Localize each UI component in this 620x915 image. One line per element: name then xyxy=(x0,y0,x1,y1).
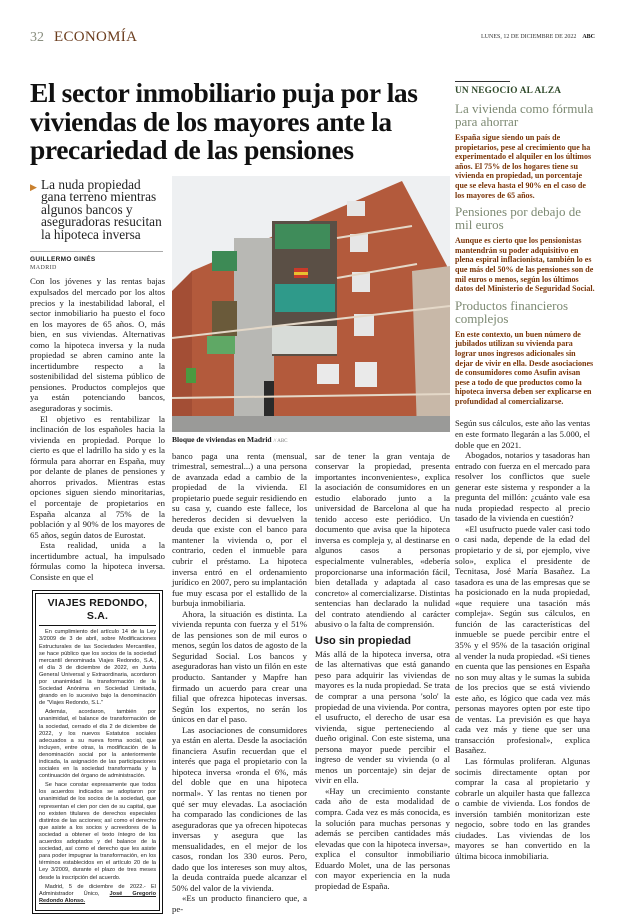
sidebar-title: La vivienda como fórmula para ahorrar xyxy=(455,101,594,129)
triangle-bullet-icon: ▶ xyxy=(30,181,37,192)
legal-notice-ad xyxy=(32,590,163,914)
ad-signoff-text: Madrid, 5 de diciembre de 2022.- El Administrador Único, xyxy=(39,883,156,897)
photo-caption xyxy=(172,435,450,447)
dateline: LUNES, 12 DE DICIEMBRE DE 2022 xyxy=(480,34,577,40)
paragraph: Abogados, notarios y tasadoras han entrado con fuerza en el mercado para resolver los conflictos que suele generar este sistema y responder a la pregunta del millón: ¿cuánto vale esa nuda propiedad respecto al precio tasado de la vivienda en cuestión? xyxy=(455,450,590,524)
ad-paragraph: En cumplimiento del artículo 14 de la Ley 3/2009 de 3 de abril, sobre Modificaciones Estructurales de las Sociedades Mercantiles, se hace público que los socios de la sociedad mercantil denominada Viajes Redondo, S.A., el día 3 de diciembre de 2022, en Junta General Universal y Extraordinaria, acordaron por unanimidad la transformación de la Sociedad Anónima en Sociedad Limitada, girando en lo sucesivo bajo la denominación de "Viajes Redondo, S.L." xyxy=(39,629,156,707)
paragraph: Las fórmulas proliferan. Algunas socimis directamente optan por comprar la casa al propietario y cobrarle un alquiler hasta que fallezca o cambie de vivienda. Los fondos de inversión también monitorizan este negocio, sobre todo en las grandes ciudades. Las viviendas de los mayores se han convertido en la última bicoca inmobiliaria. xyxy=(455,755,590,861)
subheadline xyxy=(30,176,165,242)
article-column-3 xyxy=(315,451,450,915)
paragraph: Esta realidad, unida a la incertidumbre actual, ha impulsado fórmulas como la hipoteca inversa. Consiste en que el xyxy=(30,540,165,582)
middle-columns xyxy=(172,451,450,915)
ad-title: VIAJES REDONDO, S.A. xyxy=(39,597,156,626)
masthead-right xyxy=(470,34,595,40)
byline-author: GUILLERMO GINÉS xyxy=(30,256,96,264)
divider xyxy=(30,251,163,252)
subsection-heading: Uso sin propiedad xyxy=(315,634,411,647)
article-column-2 xyxy=(172,451,307,915)
sidebar-title: Productos financieros complejos xyxy=(455,297,569,326)
ad-signatory: José Gregorio Redondo Alonso. xyxy=(39,890,156,904)
sidebar-body: En este contexto, un buen número de jubilados utilizan su vivienda para lograr unos ingresos adicionales sin dejar de vivir en ella. Desde asociaciones de consumidores como Asufin avisan pese a todo de que productos como la hipoteca inversa deben ser explicarse en profundidad al comercializarse. xyxy=(455,329,594,406)
paragraph: sar de tener la gran ventaja de conservar la propiedad, presenta importantes inconvenientes», explica la asociación de consumidores en un estudio elaborado junto a la universidad de Barcelona al que ha tenido acceso este periódico. Un documento que avisa que la hipoteca inversa es compleja y, al destinarse en algunos casos a personas especialmente vulnerables, «debería proporcionarse una información fácil, bien detallada y adaptada al caso concreto» al comercializarse. Distintas sentencias han declarado la nulidad del contrato atendiendo al carácter abusivo o la falta de comprensión. xyxy=(315,450,450,630)
paragraph: «Es un producto financiero que, a pe- xyxy=(172,893,307,915)
ad-signoff xyxy=(39,884,156,905)
headline: El sector inmobiliario puja por las viviendas de los mayores ante la precariedad de las pensiones xyxy=(30,77,418,165)
main-article xyxy=(30,79,450,915)
paragraph: Más allá de la hipoteca inversa, otra de las alternativas que está ganando peso para adquirir las viviendas de mayores es la nuda propiedad. Se trata de comprar a una persona 'solo' la propiedad de una vivienda. Por contra, el usufructo, el derecho de usar esa vivienda, sigue perteneciendo al dueño original. Con este sistema, una persona mayor puede percibir el ingreso de vender su vivienda (o al menos un porcentaje) sin dejar de vivir en ella. xyxy=(315,648,450,786)
sidebar-title: Pensiones por debajo de mil euros xyxy=(455,204,582,233)
subheadline-text: La nuda propiedad gana terreno mientras algunos bancos y aseguradoras resucitan la hipoteca inversa xyxy=(41,176,162,242)
sidebar-body: Aunque es cierto que los pensionistas mantendrán su poder adquisitivo en plena espiral inflacionista, también lo es que más del 50% de las pensiones son de mil euros o menos, según los últimos datos del Ministerio de Seguridad Social. xyxy=(455,236,595,294)
caption-text: Bloque de viviendas en Madrid xyxy=(172,434,272,444)
paragraph: El objetivo es rentabilizar la inclinación de los españoles hacia la vivienda en propiedad. Porque lo cierto es que el ladrillo ha sido y es la fórmula para ahorrar en España, muy por delante de planes de pensiones y ahorros privados. Mientras estas opciones siguen siendo minoritarias, el porcentaje de propietarios en España alcanza al 75% de la población y al 90% de los mayores de 65 años, según datos de Eurostat. xyxy=(30,413,165,540)
building-photo xyxy=(172,176,450,432)
section-title: ECONOMÍA xyxy=(54,29,138,45)
paragraph: «El usufructo puede valer casi todo o casi nada, depende de la edad del propietario y de si, por ejemplo, vive solo», explica el presidente de Tecnitasa, José María Basañez. La tasadora es una de las empresas que se ha posicionado en la nuda propiedad, «que requiere una tasación más compleja». Según sus cálculos, en función de las características del inmueble se puede percibir entre el 35% y el 95% de la tasación original al vender la nuda propiedad. «Si tienes en cuenta que las pensiones en España no son muy altas y le sumas la subida de los precios que se está viviendo este año, es lógico que cada vez más personas mayores opten por este tipo de ventas. La previsión es que haya cada vez más y tiene que ser una transacción profesional», explica Basañez. xyxy=(455,523,590,756)
photo-credit: // ABC xyxy=(273,438,288,444)
paragraph: Las asociaciones de consumidores ya están en alerta. Desde la asociación financiera Asufin recuerdan que el interés que paga el propietario con la hipoteca inversa «ronda el 6%, más del doble que en una hipoteca normal». Y las rentas no tienen por qué ser muy elevadas. La asociación ha comparado las condiciones de las aseguradoras que ya ofrecen hipotecas inversas y asegura que las mensualidades, en el mejor de los casos, rondan los 330 euros. Pero, dado que los intereses son muy altos, la deuda contraída puede alcanzar el 50% del valor de la vivienda. xyxy=(172,724,307,893)
page-number: 32 xyxy=(30,30,44,45)
paragraph: Ahora, la situación es distinta. La vivienda repunta con fuerza y el 51% de las pensiones son de mil euros o menos, según los datos de agosto de la Seguridad Social. Los bancos y aseguradoras han visto un filón en este producto. Santander y Mapfre han firmado un acuerdo para crear una filial que ofrezca hipotecas inversas. Según los expertos, no serán los únicos en dar el paso. xyxy=(172,608,307,725)
sidebar-rule xyxy=(455,81,510,82)
article-column-1 xyxy=(30,276,165,582)
photo-apartment-block xyxy=(172,176,450,432)
paragraph: banco paga una renta (mensual, trimestral, semestral...) a una persona de avanzada edad a cambio de la propiedad de la vivienda. El propietario puede seguir residiendo en su casa y, cuando este fallece, los herederos deciden si devuelven la deuda que existe con el banco para mantener la vivienda o, por el contrario, ceden el inmueble para cubrir el préstamo. La hipoteca inversa entró en el ordenamiento jurídico en 2007, pero su implantación fue muy escasa por el estallido de la burbuja inmobiliaria. xyxy=(172,450,307,609)
sidebar-body: España sigue siendo un país de propietarios, pese al crecimiento que ha experimentado el alquiler en los últimos años. El 75% de los hogares tiene su vivienda en propiedad, un porcentaje que se eleva hasta el 90% en el caso de los mayores de 65 años. xyxy=(455,133,592,200)
photo-and-columns xyxy=(172,176,450,915)
paragraph: Con los jóvenes y las rentas bajas expulsados del mercado por los altos precios y la inestabilidad laboral, el sector inmobiliario ha puesto el foco en los mayores de 65 años. O, más bien, en sus viviendas. Alternativas como la hipoteca inversa y la nuda propiedad se abren camino ante la incertidumbre respecto a la sostenibilidad del sistema público de pensiones. Productos complejos que ya están potenciando bancos, aseguradoras y socimis. xyxy=(30,276,165,414)
article-column-4 xyxy=(455,418,590,861)
paragraph: Según sus cálculos, este año las ventas en este formato llegarán a las 5.000, el doble que en 2021. xyxy=(455,418,590,450)
sidebar-kicker: UN NEGOCIO AL ALZA xyxy=(455,86,562,96)
article-body-row xyxy=(30,176,450,915)
publication-name: ABC xyxy=(582,34,595,40)
left-column xyxy=(30,176,165,914)
byline-location: MADRID xyxy=(30,265,57,272)
sidebar-and-column-4 xyxy=(455,81,595,861)
paragraph: «Hay un crecimiento constante cada año de esta modalidad de compra. Cada vez es más conocida, es la solución para muchas personas y además se perciben cantidades más elevadas que con la hipoteca inversa», explica el consultor inmobiliario Eduardo Molet, una de las personas con mayor experiencia en la nuda propiedad de España. xyxy=(315,785,450,891)
ad-paragraph: Además, acordaron, también por unanimidad, el balance de transformación de la sociedad, cerrado el día 2 de diciembre de 2022, y los nuevos Estatutos sociales adecuados a su nueva forma social, que incluyen, entre otras, la modificación de la denominación social por la anteriormente indicada, la asignación de las participaciones sociales en la sociedad transformada y la continuación del órgano de administración. xyxy=(39,709,156,780)
ad-paragraph: Se hace constar expresamente que todos los acuerdos indicados se adoptaron por unanimidad de los socios de la sociedad, que representan el cien por cien de su capital, que no existen titulares de derechos especiales distintos de las acciones; así como el derecho que asiste a los socios y acreedores de la sociedad a obtener el texto íntegro de los acuerdos adoptados y del balance de la sociedad, así como el derecho que les asiste para poder impugnar la transformación, en los términos establecidos en el artículo 20 de la Ley 3/2009, durante el plazo de tres meses desde la inscripción del acuerdo. xyxy=(39,782,156,881)
